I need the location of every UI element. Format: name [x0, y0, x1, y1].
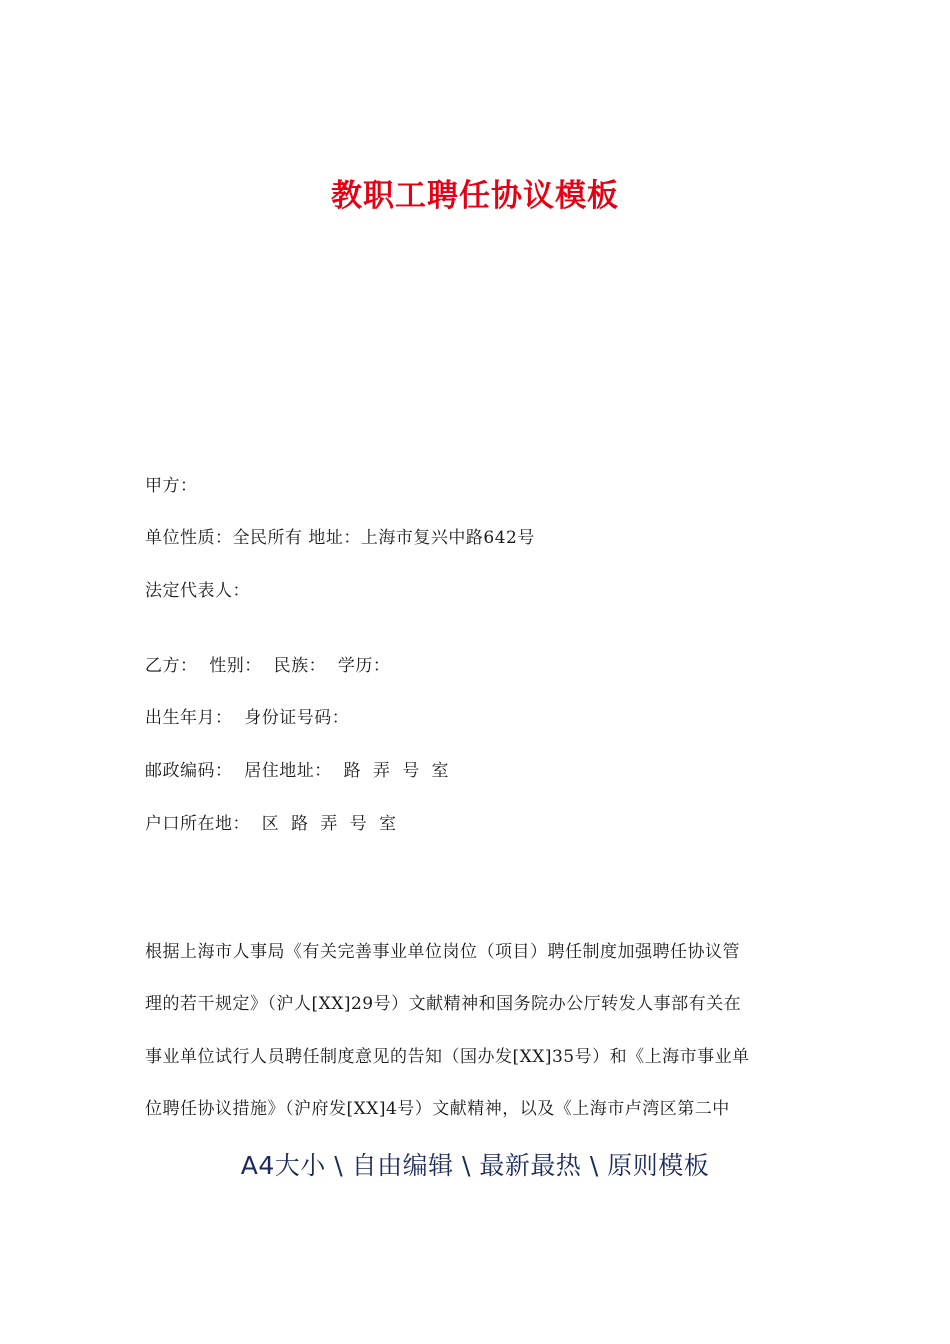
party-a-legal-representative: 法定代表人：: [145, 581, 250, 601]
body-paragraph-line: 根据上海市人事局《有关完善事业单位岗位（项目）聘任制度加强聘任协议管: [145, 942, 740, 962]
body-paragraph-line: 位聘任协议措施》（沪府发[XX]4号）文献精神，以及《上海市卢湾区第二中: [145, 1099, 730, 1119]
footer-banner: A4大小 \ 自由编辑 \ 最新最热 \ 原则模板: [240, 1151, 710, 1180]
document-title: 教职工聘任协议模板: [331, 178, 619, 214]
body-paragraph-line: 事业单位试行人员聘任制度意见的告知（国办发[XX]35号）和《上海市事业单: [145, 1047, 750, 1067]
body-paragraph-line: 理的若干规定》（沪人[XX]29号）文献精神和国务院办公厅转发人事部有关在: [145, 994, 742, 1014]
party-b-household-registration: 户口所在地： 区 路 弄 号 室: [145, 814, 397, 834]
party-a-unit-address: 单位性质：全民所有 地址：上海市复兴中路642号: [145, 528, 535, 548]
party-a-label: 甲方：: [145, 476, 198, 496]
party-b-birth-id: 出生年月： 身份证号码：: [145, 708, 350, 728]
party-b-postal-address: 邮政编码： 居住地址： 路 弄 号 室: [145, 761, 450, 781]
party-b-basic-info: 乙方： 性别： 民族： 学历：: [145, 656, 391, 676]
